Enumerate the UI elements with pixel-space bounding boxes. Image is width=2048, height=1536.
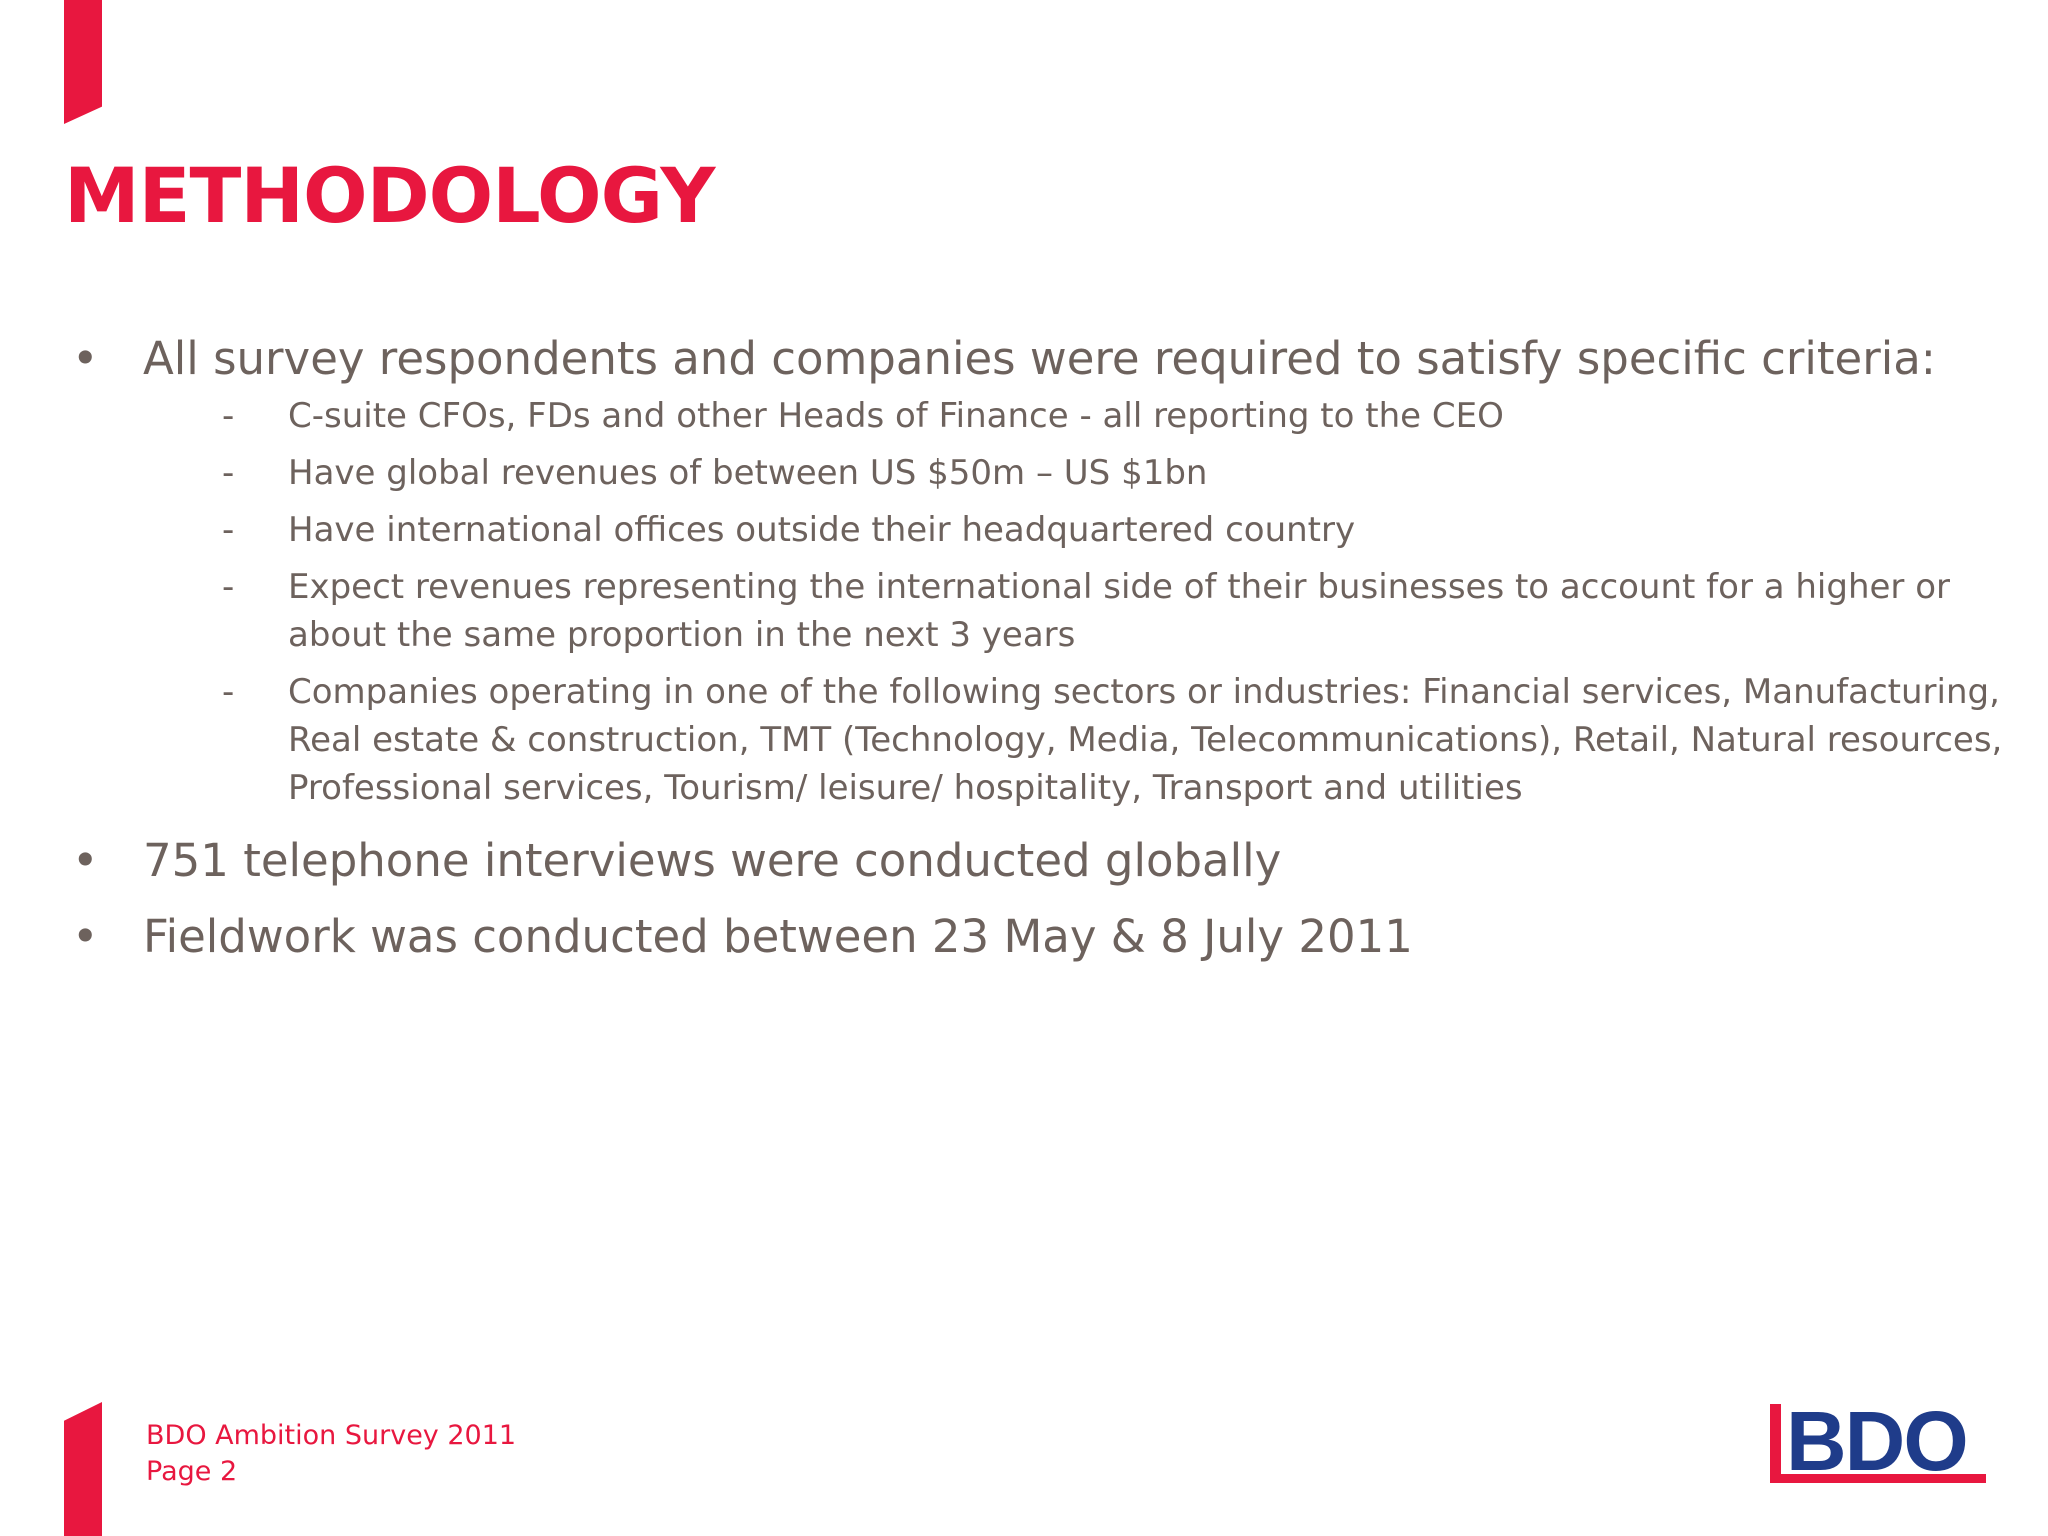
logo-wordmark: BDO <box>1786 1398 1967 1488</box>
bullet-text: Fieldwork was conducted between 23 May & 8 July 2011 <box>143 910 1413 963</box>
bullet-item <box>64 910 2004 964</box>
bullet-text: 751 telephone interviews were conducted globally <box>143 834 1282 887</box>
criteria-text: Companies operating in one of the following sectors or industries: Financial services, Manufacturing, Real estate & construction, TMT (Technology, Media, Telecommunications), Retail, Natural resources, Professional services, Tourism/ leisure/ hospitality, Transport and utilities <box>288 672 2003 808</box>
criteria-item <box>143 668 2004 812</box>
criteria-text: Have international offices outside their headquartered country <box>288 510 1356 550</box>
criteria-text: Have global revenues of between US $50m – US $1bn <box>288 453 1208 493</box>
bullet-item <box>64 834 2004 888</box>
criteria-text: C-suite CFOs, FDs and other Heads of Finance - all reporting to the CEO <box>288 396 1504 436</box>
dash-mark: - <box>222 396 235 436</box>
bullet-mark: • <box>72 910 99 963</box>
criteria-list <box>143 392 2004 812</box>
corner-accent-bottom <box>64 1402 102 1536</box>
bullet-list <box>64 332 2004 964</box>
bullet-mark: • <box>72 834 99 887</box>
criteria-item <box>143 449 2004 497</box>
bdo-logo-icon <box>1768 1398 1990 1490</box>
criteria-text: Expect revenues representing the international side of their businesses to account for a higher or about the same proportion in the next 3 years <box>288 567 1950 655</box>
footer-page-number: Page 2 <box>146 1456 238 1487</box>
criteria-item <box>143 392 2004 440</box>
dash-mark: - <box>222 672 235 712</box>
corner-accent-top <box>64 0 102 124</box>
dash-mark: - <box>222 510 235 550</box>
footer <box>146 1418 516 1490</box>
dash-mark: - <box>222 453 235 493</box>
bullet-item <box>64 332 2004 812</box>
bullet-mark: • <box>72 332 99 385</box>
page-title: METHODOLOGY <box>64 151 715 240</box>
criteria-item <box>143 506 2004 554</box>
criteria-item <box>143 563 2004 659</box>
bullet-text: All survey respondents and companies were required to satisfy specific criteria: <box>143 332 1936 385</box>
logo-red-bar <box>1770 1404 1781 1480</box>
dash-mark: - <box>222 567 235 607</box>
footer-survey-name: BDO Ambition Survey 2011 <box>146 1420 517 1451</box>
